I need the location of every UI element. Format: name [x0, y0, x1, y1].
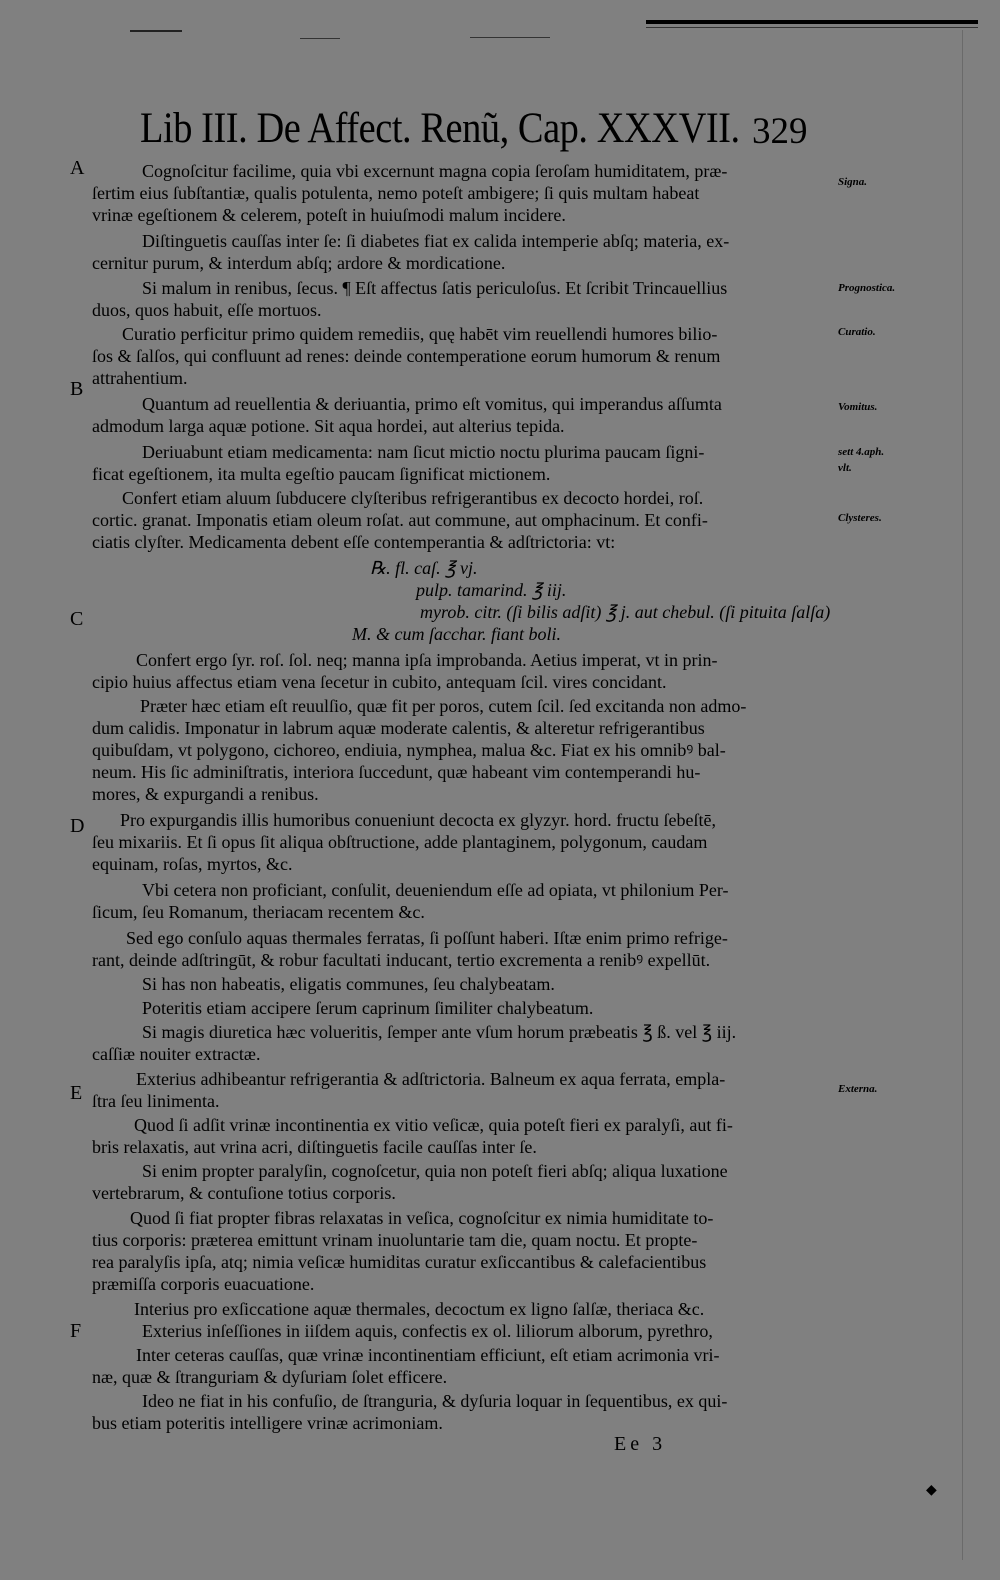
text-line: cortic. granat. Imponatis etiam oleum roſat. aut commune, aut omphacinum. Et confi-	[92, 510, 708, 530]
text-line: Inter ceteras cauſſas, quæ vrinæ incontinentiam efficiunt, eſt etiam acrimonia vri-	[136, 1345, 720, 1365]
margin-note-vlt: vlt.	[838, 462, 852, 474]
text-line: Cognoſcitur facilime, quia vbi excernunt magna copia ſeroſam humiditatem, præ-	[142, 161, 728, 181]
text-line: ſicum, ſeu Romanum, theriacam recentem &c.	[92, 902, 425, 922]
text-line: ſeu mixariis. Et ſi opus ſit aliqua obſtructione, adde plantaginem, polygonum, caudam	[92, 832, 708, 852]
text-line: Interius pro exſiccatione aquæ thermales, decoctum ex ligno ſalſæ, theriaca &c.	[134, 1299, 705, 1319]
text-line: Præter hæc etiam eſt reuulſio, quæ fit per poros, cutem ſcil. ſed excitanda non admo-	[140, 696, 747, 716]
text-line: Diſtinguetis cauſſas inter ſe: ſi diabetes fiat ex calida intemperie abſq; materia, ex-	[142, 231, 730, 251]
text-line: Si has non habeatis, eligatis communes, ſeu chalybeatam.	[142, 974, 555, 994]
text-line: Sed ego conſulo aquas thermales ferratas, ſi poſſunt haberi. Iſtæ enim primo refrige-	[126, 928, 728, 948]
recipe-line: myrob. citr. (ſi bilis adſit) ℥ j. aut chebul. (ſi pituita ſalſa)	[420, 602, 831, 622]
margin-note-clysteres: Clysteres.	[838, 512, 882, 524]
page-edge	[962, 30, 963, 1560]
text-line: Si enim propter paralyſin, cognoſcetur, quia non poteſt fieri abſq; aliqua luxatione	[142, 1161, 728, 1181]
text-line: neum. His ſic adminiſtratis, interiora ſuccedunt, quæ habeant vim contemperandi hu-	[92, 762, 701, 782]
section-letter-a: A	[70, 157, 85, 179]
text-line: vertebrarum, & contuſione totius corporis.	[92, 1183, 396, 1203]
header-title: Lib III. De Affect. Renũ, Cap. XXXVII.	[140, 105, 740, 152]
bullet-mark: ◆	[926, 1483, 937, 1498]
text-line: duos, quos habuit, eſſe mortuos.	[92, 300, 322, 320]
text-line: ciatis clyſter. Medicamenta debent eſſe contemperantia & adſtrictoria: vt:	[92, 532, 616, 552]
running-header	[140, 104, 840, 156]
signature-mark: Ee 3	[614, 1433, 667, 1455]
margin-note-aphorism: sett 4.aph.	[838, 446, 885, 458]
top-rule-thin	[646, 27, 978, 28]
ink-mark	[470, 37, 550, 38]
text-line: rant, deinde adſtringūt, & robur facultati inducant, tertio excrementa a renibꝰ expellūt.	[92, 950, 711, 970]
recipe-line: ℞. fl. caſ. ℥ vj.	[370, 558, 478, 578]
page-number: 329	[752, 111, 808, 152]
text-line: Poteritis etiam accipere ſerum caprinum ſimiliter chalybeatum.	[142, 998, 594, 1018]
text-line: Quantum ad reuellentia & deriuantia, primo eſt vomitus, qui imperandus aſſumta	[142, 394, 722, 414]
text-line: ficat egeſtionem, ita multa egeſtio paucam ſignificat mictionem.	[92, 464, 551, 484]
text-line: Pro expurgandis illis humoribus conueniunt decocta ex glyzyr. hord. fructu ſebeſtē,	[120, 810, 717, 830]
text-line: attrahentium.	[92, 368, 188, 388]
recipe-line: pulp. tamarind. ℥ iij.	[416, 580, 567, 600]
ink-mark	[130, 30, 182, 32]
text-line: quibuſdam, vt polygono, cichoreo, endiuia, nymphea, malua &c. Fiat ex his omnibꝰ bal-	[92, 740, 726, 760]
text-line: ſertim eius ſubſtantiæ, qualis potulenta, nemo poteſt ambigere; ſi quis multam habeat	[92, 183, 700, 203]
section-letter-b: B	[70, 378, 84, 400]
text-line: tius corporis: præterea emittunt vrinam inuoluntarie tam die, quam noctu. Et propte-	[92, 1230, 698, 1250]
text-line: dum calidis. Imponatur in labrum aquæ moderate calentis, & alteretur refrigerantibus	[92, 718, 705, 738]
text-line: Quod ſi fiat propter fibras relaxatas in veſica, cognoſcitur ex nimia humiditate to-	[130, 1208, 714, 1228]
text-line: cipio huius affectus etiam vena ſecetur in cubito, antequam ſcil. vires concidant.	[92, 672, 667, 692]
text-line: rea paralyſis ipſa, atq; nimia veſicæ humiditas curatur exſiccantibus & calefacientibus	[92, 1252, 707, 1272]
ink-mark	[300, 38, 340, 39]
text-line: Ideo ne fiat in his confuſio, de ſtranguria, & dyſuria loquar in ſequentibus, ex qui-	[142, 1391, 728, 1411]
text-line: equinam, roſas, myrtos, &c.	[92, 854, 293, 874]
margin-note-externa: Externa.	[838, 1083, 878, 1095]
text-line: mores, & expurgandi a renibus.	[92, 784, 319, 804]
section-letter-d: D	[70, 815, 85, 837]
section-letter-c: C	[70, 608, 84, 630]
text-line: Exterius inſeſſiones in iiſdem aquis, confectis ex ol. liliorum alborum, pyrethro,	[142, 1321, 713, 1341]
text-line: ſtra ſeu linimenta.	[92, 1091, 220, 1111]
text-line: næ, quæ & ſtranguriam & dyſuriam ſolet efficere.	[92, 1367, 448, 1387]
text-line: vrinæ egeſtionem & celerem, poteſt in huiuſmodi malum incidere.	[92, 205, 566, 225]
text-line: Confert etiam aluum ſubducere clyſteribus refrigerantibus ex decocto hordei, roſ.	[122, 488, 704, 508]
margin-note-prognostica: Prognostica.	[838, 282, 896, 294]
text-line: Exterius adhibeantur refrigerantia & adſtrictoria. Balneum ex aqua ferrata, empla-	[136, 1069, 726, 1089]
text-line: Si malum in renibus, ſecus. ¶ Eſt affectus ſatis periculoſus. Et ſcribit Trincauellius	[142, 278, 728, 298]
text-line: Curatio perficitur primo quidem remediis, quę habēt vim reuellendi humores bilio-	[122, 324, 718, 344]
margin-note-curatio: Curatio.	[838, 326, 876, 338]
text-line: admodum larga aquæ potione. Sit aqua hordei, aut alterius tepida.	[92, 416, 565, 436]
text-line: Vbi cetera non proficiant, conſulit, deueniendum eſſe ad opiata, vt philonium Per-	[142, 880, 729, 900]
text-line: Quod ſi adſit vrinæ incontinentia ex vitio veſicæ, quia poteſt fieri ex paralyſi, aut fi-	[134, 1115, 733, 1135]
recipe-line: M. & cum ſacchar. fiant boli.	[352, 624, 561, 644]
top-rule	[646, 20, 978, 24]
text-line: Si magis diuretica hæc volueritis, ſemper ante vſum horum præbeatis ℥ ß. vel ℥ iij.	[142, 1022, 737, 1042]
text-line: cernitur purum, & interdum abſq; ardore & mordicatione.	[92, 253, 506, 273]
margin-note-vomitus: Vomitus.	[838, 401, 878, 413]
text-line: præmiſſa corporis euacuatione.	[92, 1274, 315, 1294]
text-line: bris relaxatis, aut vrina acri, diſtinguetis facile cauſſas inter ſe.	[92, 1137, 537, 1157]
text-line: ſos & ſalſos, qui confluunt ad renes: deinde contemperatione eorum humorum & renum	[92, 346, 721, 366]
section-letter-e: E	[70, 1082, 83, 1104]
text-line: Deriuabunt etiam medicamenta: nam ſicut mictio noctu plurima paucam ſigni-	[142, 442, 705, 462]
text-line: caſſiæ nouiter extractæ.	[92, 1044, 261, 1064]
margin-note-signa: Signa.	[838, 176, 868, 188]
text-line: Confert ergo ſyr. roſ. ſol. neq; manna ipſa improbanda. Aetius imperat, vt in prin-	[136, 650, 718, 670]
text-line: bus etiam poteritis intelligere vrinæ acrimoniam.	[92, 1413, 443, 1433]
section-letter-f: F	[70, 1320, 82, 1342]
